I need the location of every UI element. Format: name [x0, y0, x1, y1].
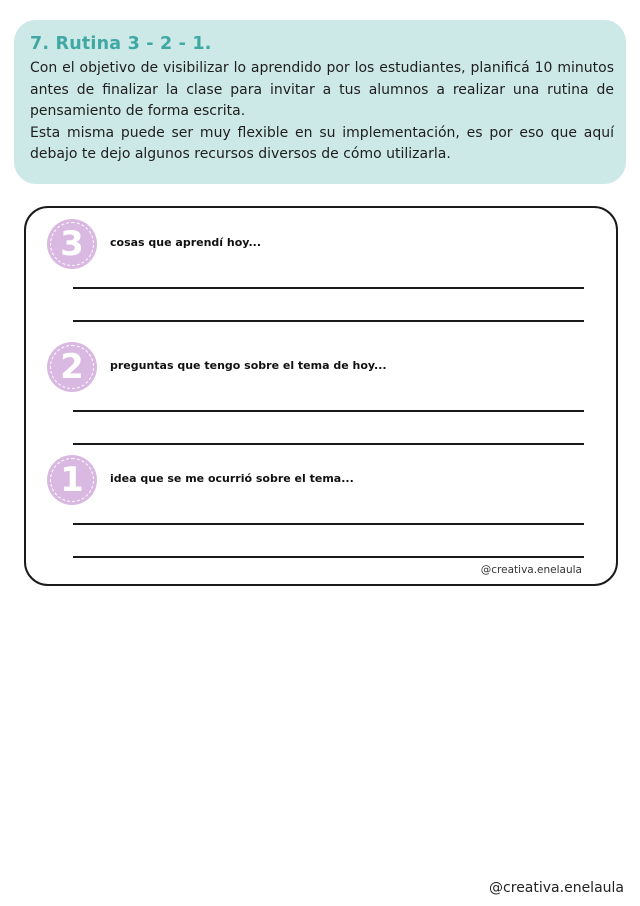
- number-1-badge: [47, 455, 97, 505]
- badge-number: 3: [60, 224, 84, 264]
- badge-number: 1: [60, 460, 84, 500]
- badge-number: 2: [60, 347, 84, 387]
- worksheet-card: [24, 206, 618, 586]
- worksheet-credit: @creativa.enelaula: [480, 564, 582, 576]
- writing-line[interactable]: [73, 556, 584, 558]
- writing-line[interactable]: [73, 287, 584, 289]
- prompt-1: idea que se me ocurrió sobre el tema...: [110, 472, 354, 485]
- writing-line[interactable]: [73, 320, 584, 322]
- intro-title: 7. Rutina 3 - 2 - 1.: [30, 34, 212, 54]
- page-credit: @creativa.enelaula: [489, 880, 624, 896]
- intro-box: [14, 20, 626, 184]
- intro-paragraph-2: Esta misma puede ser muy flexible en su implementación, es por eso que aquí debajo te dejo algunos recursos diversos de cómo utilizarla.: [30, 124, 614, 162]
- writing-line[interactable]: [73, 410, 584, 412]
- writing-line[interactable]: [73, 443, 584, 445]
- writing-line[interactable]: [73, 523, 584, 525]
- intro-paragraph-1: Con el objetivo de visibilizar lo aprendido por los estudiantes, planificá 10 minutos antes de finalizar la clase para invitar a tus alumnos a realizar una rutina de pensamiento de forma escrita.: [30, 60, 614, 119]
- number-2-badge: [47, 342, 97, 392]
- number-3-badge: [47, 219, 97, 269]
- prompt-3: cosas que aprendí hoy...: [110, 236, 261, 249]
- prompt-2: preguntas que tengo sobre el tema de hoy...: [110, 359, 387, 372]
